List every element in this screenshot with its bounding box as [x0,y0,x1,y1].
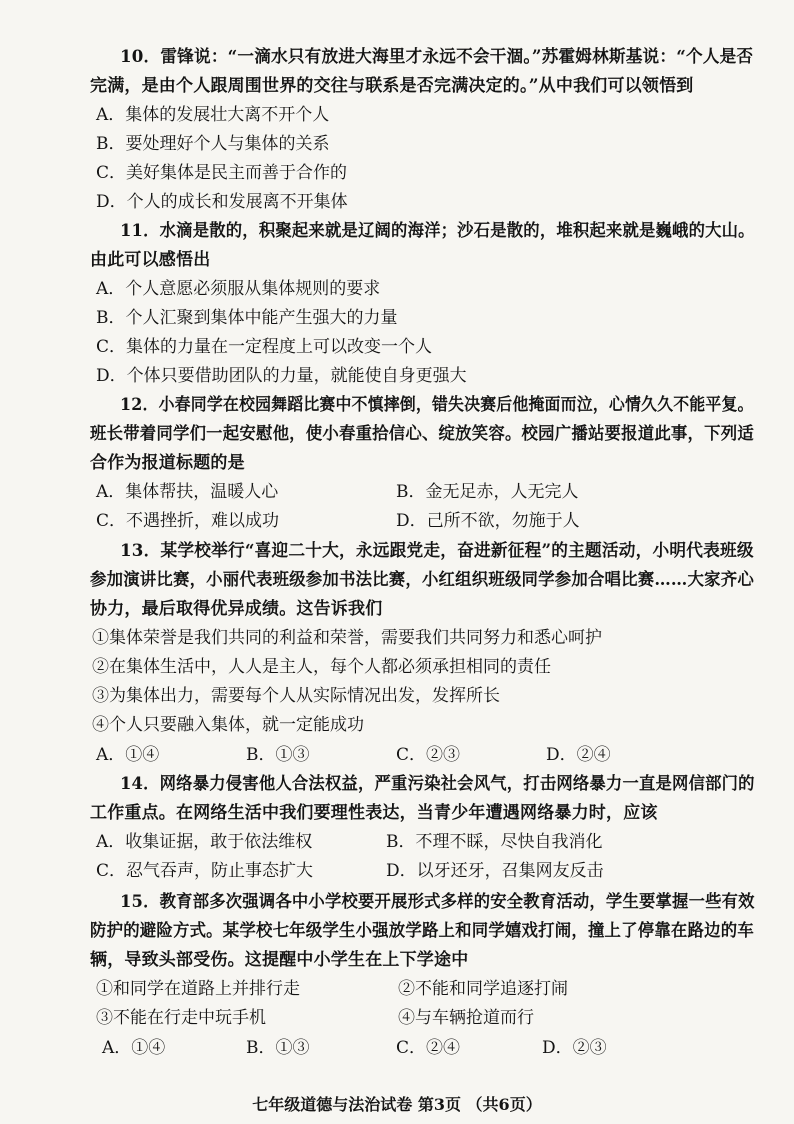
statement-4: ④个人只要融入集体，就一定能成功 [92,715,364,735]
option-d: D．以牙还牙，召集网友反击 [386,861,604,881]
option-c: C．不遇挫折，难以成功 [96,511,280,531]
option-a: A．收集证据，敢于依法维权 [96,832,313,852]
question-stem-line: 合作为报道标题的是 [90,453,245,473]
question-stem-line: 协力，最后取得优异成绩。这告诉我们 [90,599,383,619]
option-b: B．①③ [246,1038,310,1058]
question-stem-line: 13．某学校举行“喜迎二十大，永远跟党走，奋进新征程”的主题活动，小明代表班级 [120,541,754,561]
option-a: A．①④ [102,1038,166,1058]
option-d: D．②③ [542,1038,607,1058]
question-stem-line: 11．水滴是散的，积聚起来就是辽阔的海洋；沙石是散的，堆积起来就是巍峨的大山。 [120,221,755,241]
question-stem-line: 完满，是由个人跟周围世界的交往与联系是否完满决定的。”从中我们可以领悟到 [90,76,694,96]
statement-2: ②在集体生活中，人人是主人，每个人都必须承担相同的责任 [92,657,551,677]
question-stem-line: 10．雷锋说：“一滴水只有放进大海里才永远不会干涸。”苏霍姆林斯基说：“个人是否 [120,47,754,67]
question-stem-line: 辆，导致头部受伤。这提醒中小学生在上下学途中 [90,950,469,970]
option-a: A．个人意愿必须服从集体规则的要求 [96,279,381,299]
option-a: A．①④ [96,745,160,765]
question-stem-line: 14．网络暴力侵害他人合法权益，严重污染社会风气，打击网络暴力一直是网信部门的 [120,774,755,794]
question-stem-line: 15．教育部多次强调各中小学校要开展形式多样的安全教育活动，学生要掌握一些有效 [120,892,755,912]
statement-1: ①和同学在道路上并排行走 [96,979,300,999]
option-a: A．集体帮扶，温暖人心 [96,482,279,502]
option-c: C．美好集体是民主而善于合作的 [96,163,348,183]
statement-2: ②不能和同学追逐打闹 [398,979,568,999]
option-d: D．己所不欲，勿施于人 [396,511,580,531]
statement-1: ①集体荣誉是我们共同的利益和荣誉，需要我们共同努力和悉心呵护 [92,628,602,648]
question-stem-line: 工作重点。在网络生活中我们要理性表达，当青少年遭遇网络暴力时，应该 [90,803,658,823]
question-stem-line: 班长带着同学们一起安慰他，使小春重拾信心、绽放笑容。校园广播站要报道此事，下列适 [90,424,754,444]
option-c: C．②③ [396,745,461,765]
option-d: D．个人的成长和发展离不开集体 [96,192,348,212]
question-stem-line: 12．小春同学在校园舞蹈比赛中不慎摔倒，错失决赛后他掩面而泣，心情久久不能平复。 [120,395,754,415]
page-footer: 七年级道德与法治试卷 第3页 （共6页） [252,1095,542,1114]
option-d: D．②④ [546,745,611,765]
option-a: A．集体的发展壮大离不开个人 [96,105,330,125]
statement-4: ④与车辆抢道而行 [398,1008,534,1028]
option-c: C．②④ [396,1038,461,1058]
option-b: B．个人汇聚到集体中能产生强大的力量 [96,308,398,328]
statement-3: ③为集体出力，需要每个人从实际情况出发，发挥所长 [92,686,500,706]
option-b: B．不理不睬，尽快自我消化 [386,832,603,852]
option-b: B．①③ [246,745,310,765]
question-stem-line: 参加演讲比赛，小丽代表班级参加书法比赛，小红组织班级同学参加合唱比赛……大家齐心 [90,570,754,590]
option-d: D．个体只要借助团队的力量，就能使自身更强大 [96,366,467,386]
question-stem-line: 由此可以感悟出 [90,250,211,270]
option-b: B．要处理好个人与集体的关系 [96,134,330,154]
option-c: C．忍气吞声，防止事态扩大 [96,861,314,881]
option-b: B．金无足赤，人无完人 [396,482,579,502]
statement-3: ③不能在行走中玩手机 [96,1008,266,1028]
question-stem-line: 防护的避险方式。某学校七年级学生小强放学路上和同学嬉戏打闹，撞上了停靠在路边的车 [90,921,754,941]
option-c: C．集体的力量在一定程度上可以改变一个人 [96,337,433,357]
